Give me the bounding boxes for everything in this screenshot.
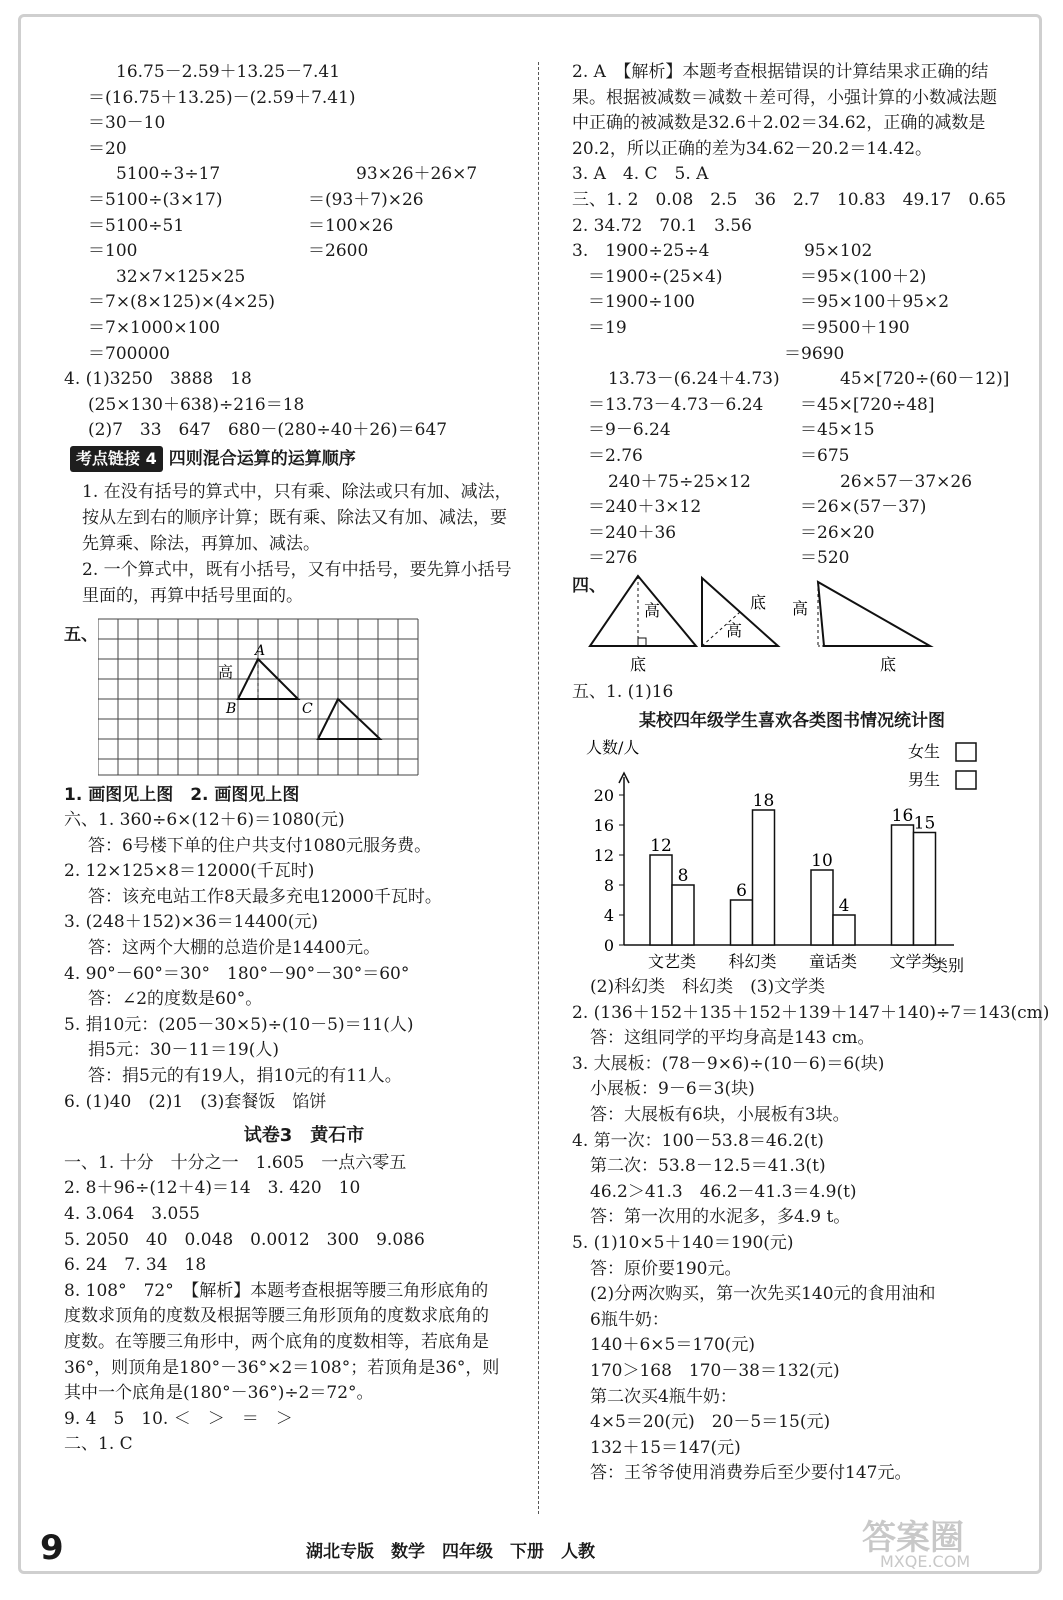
answer-line: 六、1. 360÷6×(12＋6)＝1080(元) bbox=[64, 810, 345, 831]
footer-text: 湖北专版 数学 四年级 下册 人教 bbox=[306, 1542, 595, 1562]
calc-line: ＝2600 bbox=[308, 241, 369, 262]
answer-line: 9. 4 5 10. ＜ ＞ ＝ ＞ bbox=[64, 1408, 293, 1429]
answer-line: 3. (248＋152)×36＝14400(元) bbox=[64, 912, 319, 933]
calc-line: ＝100 bbox=[88, 241, 138, 262]
calc-line: ＝9－6.24 bbox=[588, 420, 671, 441]
bar-boys bbox=[753, 810, 775, 945]
bar-girls bbox=[892, 825, 914, 945]
calc-line: ＝276 bbox=[588, 548, 638, 569]
answer-line: 4. (1)3250 3888 18 bbox=[64, 369, 252, 390]
answer-line: 答：这两个大棚的总造价是14400元。 bbox=[88, 938, 381, 959]
label-base: 底 bbox=[880, 654, 897, 674]
bar-value-label: 8 bbox=[677, 866, 689, 887]
bar-boys bbox=[672, 885, 694, 945]
y-axis-label: 人数/人 bbox=[586, 738, 640, 758]
section-label: 五、 bbox=[64, 624, 98, 645]
answer-line: 小展板：9－6＝3(块) bbox=[590, 1079, 755, 1100]
label-c: C bbox=[302, 700, 313, 717]
answer-line: (2)7 33 647 680－(280÷40＋26)＝647 bbox=[88, 420, 448, 441]
bar-value-label: 6 bbox=[736, 881, 747, 902]
answer-line: 2. 8＋96÷(12＋4)＝14 3. 420 10 bbox=[64, 1178, 361, 1199]
calc-line: ＝240＋36 bbox=[588, 522, 677, 543]
calc-line: ＝675 bbox=[800, 445, 850, 466]
chart-legend bbox=[908, 742, 976, 789]
watermark-logo: 答案圈 bbox=[862, 1518, 964, 1558]
label-height: 高 bbox=[792, 598, 809, 618]
answer-line: 6瓶牛奶： bbox=[590, 1309, 669, 1330]
answer-line: 一、1. 十分 十分之一 1.605 一点六零五 bbox=[64, 1152, 407, 1173]
question-8-explanation: 8. 108° 72° 【解析】本题考查根据等腰三角形底角的度数求顶角的度数及根据等腰三角形顶角的度数求底角的度数。在等腰三角形中，两个底角的度数相等，若底角是36°，则顶角是180°－36°×2＝108°；若顶角是36°，则其中一个底角是(180°－36°)÷2＝72°。 bbox=[64, 1280, 500, 1404]
drawing-grid bbox=[98, 617, 438, 777]
answer-line: 答：6号楼下单的住户共支付1080元服务费。 bbox=[88, 835, 432, 856]
left-column bbox=[64, 60, 520, 1458]
right-angle-mark bbox=[638, 638, 646, 646]
answer-line: 第二次：53.8－12.5＝41.3(t) bbox=[590, 1156, 826, 1177]
calc-line: ＝26×20 bbox=[800, 522, 875, 543]
knowledge-link-title: 四则混合运算的运算顺序 bbox=[168, 448, 356, 469]
answer-line: 46.2＞41.3 46.2－41.3＝4.9(t) bbox=[590, 1181, 857, 1202]
calc-block-1 bbox=[88, 60, 520, 162]
y-tick-label: 20 bbox=[593, 786, 614, 806]
answer-line: 答：捐5元的有19人，捐10元的有11人。 bbox=[88, 1066, 402, 1087]
answer-line: 4×5＝20(元) 20－5＝15(元) bbox=[590, 1412, 831, 1433]
answer-line: (2)科幻类 科幻类 (3)文学类 bbox=[590, 977, 826, 998]
calc-line: ＝13.73－4.73－6.24 bbox=[588, 394, 764, 415]
calc-line: ＝30－10 bbox=[88, 113, 166, 134]
answer-line: 3. A 4. C 5. A bbox=[572, 164, 709, 185]
question-si-triangles bbox=[572, 572, 1012, 676]
y-tick-label: 8 bbox=[603, 876, 614, 896]
answer-line: 二、1. C bbox=[64, 1434, 133, 1455]
question-5-grid bbox=[64, 617, 520, 783]
answer-line: 6. (1)40 (2)1 (3)套餐饭 馅饼 bbox=[64, 1091, 327, 1112]
calc-line: ＝240＋3×12 bbox=[588, 497, 702, 518]
legend-label-boys: 男生 bbox=[908, 770, 941, 790]
answer-line: 答：第一次用的水泥多，多4.9 t。 bbox=[590, 1207, 851, 1228]
knowledge-link-tag: 考点链接 4 bbox=[70, 446, 163, 472]
calc-line: ＝7×(8×125)×(4×25) bbox=[88, 292, 276, 313]
triangle-1 bbox=[590, 576, 696, 646]
section-yi bbox=[64, 1151, 520, 1458]
calc-line: ＝5100÷51 bbox=[88, 215, 185, 236]
calc-line: ＝(16.75＋13.25)－(2.59＋7.41) bbox=[88, 87, 356, 108]
answer-line: 答：原价要190元。 bbox=[590, 1258, 742, 1279]
answer-line: 答：大展板有6块，小展板有3块。 bbox=[590, 1105, 850, 1126]
answer-line: 2. 34.72 70.1 3.56 bbox=[572, 215, 752, 236]
label-a: A bbox=[255, 642, 266, 659]
answer-line: 3. 大展板：(78－9×6)÷(10－6)＝6(块) bbox=[572, 1053, 885, 1074]
triangle-3 bbox=[818, 582, 930, 646]
chart-svg bbox=[572, 735, 1012, 975]
page-number: 9 bbox=[40, 1528, 64, 1568]
calc-line bbox=[572, 342, 784, 368]
y-tick-label: 4 bbox=[603, 906, 614, 926]
column-divider bbox=[538, 62, 539, 1514]
calc-line: ＝100×26 bbox=[308, 215, 394, 236]
calc-pair-3 bbox=[572, 470, 1012, 572]
answer-line: 132＋15＝147(元) bbox=[590, 1437, 741, 1458]
question-4 bbox=[64, 367, 520, 444]
calc-pair-2 bbox=[572, 367, 1012, 469]
category-label: 文学类 bbox=[889, 952, 938, 972]
bar-girls bbox=[731, 900, 753, 945]
label-base: 底 bbox=[630, 654, 647, 674]
calc-line: ＝95×(100＋2) bbox=[800, 266, 927, 287]
answers-after-chart bbox=[572, 975, 1050, 1487]
calc-line: 13.73－(6.24＋4.73) bbox=[608, 369, 780, 390]
test-title: 试卷3 黄石市 bbox=[243, 1125, 365, 1147]
calc-line: 240＋75÷25×12 bbox=[608, 471, 751, 492]
label-b: B bbox=[226, 700, 237, 717]
answer-line: 5. (1)10×5＋140＝190(元) bbox=[572, 1233, 794, 1253]
calc-line: 95×102 bbox=[804, 241, 873, 262]
question-2-explanation: 2. A 【解析】本题考查根据错误的计算结果求正确的结果。根据被减数＝减数＋差可得，小强计算的小数减法题中正确的被减数是32.6＋2.02＝34.62，正确的减数是20.2，所以正确的差为34.62－20.2＝14.42。 bbox=[572, 62, 997, 159]
category-label: 童话类 bbox=[808, 952, 858, 972]
bar-value-label: 10 bbox=[811, 851, 833, 872]
calc-line: ＝1900÷100 bbox=[588, 292, 695, 313]
y-tick-label: 12 bbox=[593, 846, 614, 866]
label-height: 高 bbox=[726, 620, 743, 640]
calc-line: ＝1900÷(25×4) bbox=[588, 266, 723, 287]
bar-value-label: 16 bbox=[891, 806, 914, 827]
calc-line: ＝2.76 bbox=[588, 445, 643, 466]
answer-line: 答：这组同学的平均身高是143 cm。 bbox=[590, 1028, 875, 1049]
answer-line: 140＋6×5＝170(元) bbox=[590, 1335, 756, 1356]
chart-title: 某校四年级学生喜欢各类图书情况统计图 bbox=[639, 711, 945, 732]
answer-line: 6. 24 7. 34 18 bbox=[64, 1255, 207, 1276]
watermark-url: MXQE.COM bbox=[880, 1552, 971, 1571]
bar-value-label: 18 bbox=[752, 791, 775, 812]
calc-line: ＝45×15 bbox=[800, 420, 875, 441]
answer-line: 捐5元：30－11＝19(人) bbox=[88, 1040, 279, 1061]
label-base: 底 bbox=[750, 592, 767, 612]
calc-line: 5100÷3÷17 bbox=[116, 164, 221, 185]
bar-value-label: 4 bbox=[838, 896, 850, 917]
calc-line: 26×57－37×26 bbox=[840, 471, 973, 492]
calc-line: 32×7×125×25 bbox=[116, 266, 246, 287]
answer-line: 4. 90°－60°＝30° 180°－90°－30°＝60° bbox=[64, 963, 410, 984]
knowledge-paragraph: 2. 一个算式中，既有小括号，又有中括号，要先算小括号里面的，再算中括号里面的。 bbox=[82, 559, 512, 606]
calc-line: 16.75－2.59＋13.25－7.41 bbox=[116, 62, 341, 82]
answer-line: 三、1. 2 0.08 2.5 36 2.7 10.83 49.17 0.65 bbox=[572, 189, 1007, 210]
answer-line: 170＞168 170－38＝132(元) bbox=[590, 1360, 840, 1381]
calc-pair-1 bbox=[572, 239, 1012, 367]
answer-line: 4. 3.064 3.055 bbox=[64, 1204, 200, 1224]
category-label: 文艺类 bbox=[647, 952, 697, 972]
right-column bbox=[572, 60, 1050, 1487]
bar-boys bbox=[914, 833, 936, 946]
y-tick-label: 16 bbox=[593, 816, 614, 836]
calc-line: 45×[720÷(60－12)] bbox=[840, 369, 1010, 390]
calc-line: 93×26＋26×7 bbox=[356, 164, 478, 185]
calc-line: ＝95×100＋95×2 bbox=[800, 292, 950, 313]
calc-line: ＝45×[720÷48] bbox=[800, 394, 935, 415]
answer-line: 5. 2050 40 0.048 0.0012 300 9.086 bbox=[64, 1229, 425, 1250]
y-tick-label: 0 bbox=[603, 936, 614, 956]
calc-line: ＝9500＋190 bbox=[800, 317, 910, 338]
answers-5-6 bbox=[64, 783, 520, 1116]
triangles-drawing bbox=[586, 572, 1006, 676]
knowledge-paragraph: 1. 在没有括号的算式中，只有乘、除法或只有加、减法，按从左到右的顺序计算；既有乘、除法又有加、减法，要先算乘、除法，再算加、减法。 bbox=[82, 481, 512, 554]
legend-swatch-boys bbox=[956, 771, 976, 789]
answer-line: 答：王爷爷使用消费券后至少要付147元。 bbox=[590, 1463, 912, 1484]
category-label: 科幻类 bbox=[728, 952, 777, 972]
footer bbox=[40, 1528, 64, 1568]
calc-line: ＝9690 bbox=[784, 343, 845, 364]
bar-value-label: 15 bbox=[913, 813, 936, 834]
answer-line: 2. (136＋152＋135＋152＋139＋147＋140)÷7＝143(cm) bbox=[572, 1002, 1050, 1023]
calc-block-2 bbox=[88, 162, 520, 264]
section-label: 四、 bbox=[572, 575, 606, 596]
knowledge-link-body bbox=[82, 479, 520, 609]
calc-line: 3. 1900÷25÷4 bbox=[572, 241, 710, 262]
answer-line: 1. 画图见上图 2. 画图见上图 bbox=[64, 784, 300, 805]
bar-boys bbox=[833, 915, 855, 945]
calc-line: ＝(93＋7)×26 bbox=[308, 189, 424, 210]
calc-line: ＝5100÷(3×17) bbox=[88, 189, 223, 210]
calc-line: ＝19 bbox=[588, 317, 627, 338]
answer-line: 五、1. (1)16 bbox=[572, 681, 674, 702]
calc-line: ＝520 bbox=[800, 548, 850, 569]
answer-line: 答：∠2的度数是60°。 bbox=[88, 989, 263, 1010]
knowledge-link-header bbox=[70, 446, 520, 473]
calc-block-3 bbox=[88, 265, 520, 367]
answer-line: 5. 捐10元：(205－30×5)÷(10－5)＝11(人) bbox=[64, 1014, 414, 1035]
bar-girls bbox=[811, 870, 833, 945]
answer-line: (25×130＋638)÷216＝18 bbox=[88, 394, 305, 415]
legend-label-girls: 女生 bbox=[908, 742, 941, 762]
bar-value-label: 12 bbox=[650, 836, 672, 857]
answer-line: 4. 第一次：100－53.8＝46.2(t) bbox=[572, 1130, 824, 1151]
calc-line: ＝7×1000×100 bbox=[88, 317, 221, 338]
bar-chart bbox=[572, 735, 1012, 975]
legend-swatch-girls bbox=[956, 743, 976, 761]
calc-line: ＝700000 bbox=[88, 343, 170, 364]
x-axis-label: 类别 bbox=[932, 956, 965, 976]
bar-girls bbox=[650, 855, 672, 945]
answer-line: 答：该充电站工作8天最多充电12000千瓦时。 bbox=[88, 886, 442, 907]
calc-line: ＝26×(57－37) bbox=[800, 497, 927, 518]
label-height: 高 bbox=[644, 600, 661, 620]
label-height: 高 bbox=[218, 662, 234, 681]
answer-line: (2)分两次购买，第一次先买140元的食用油和 bbox=[590, 1284, 936, 1305]
answer-line: 第二次买4瓶牛奶： bbox=[590, 1386, 737, 1407]
calc-line: ＝20 bbox=[88, 138, 127, 159]
answer-line: 2. 12×125×8＝12000(千瓦时) bbox=[64, 861, 315, 882]
